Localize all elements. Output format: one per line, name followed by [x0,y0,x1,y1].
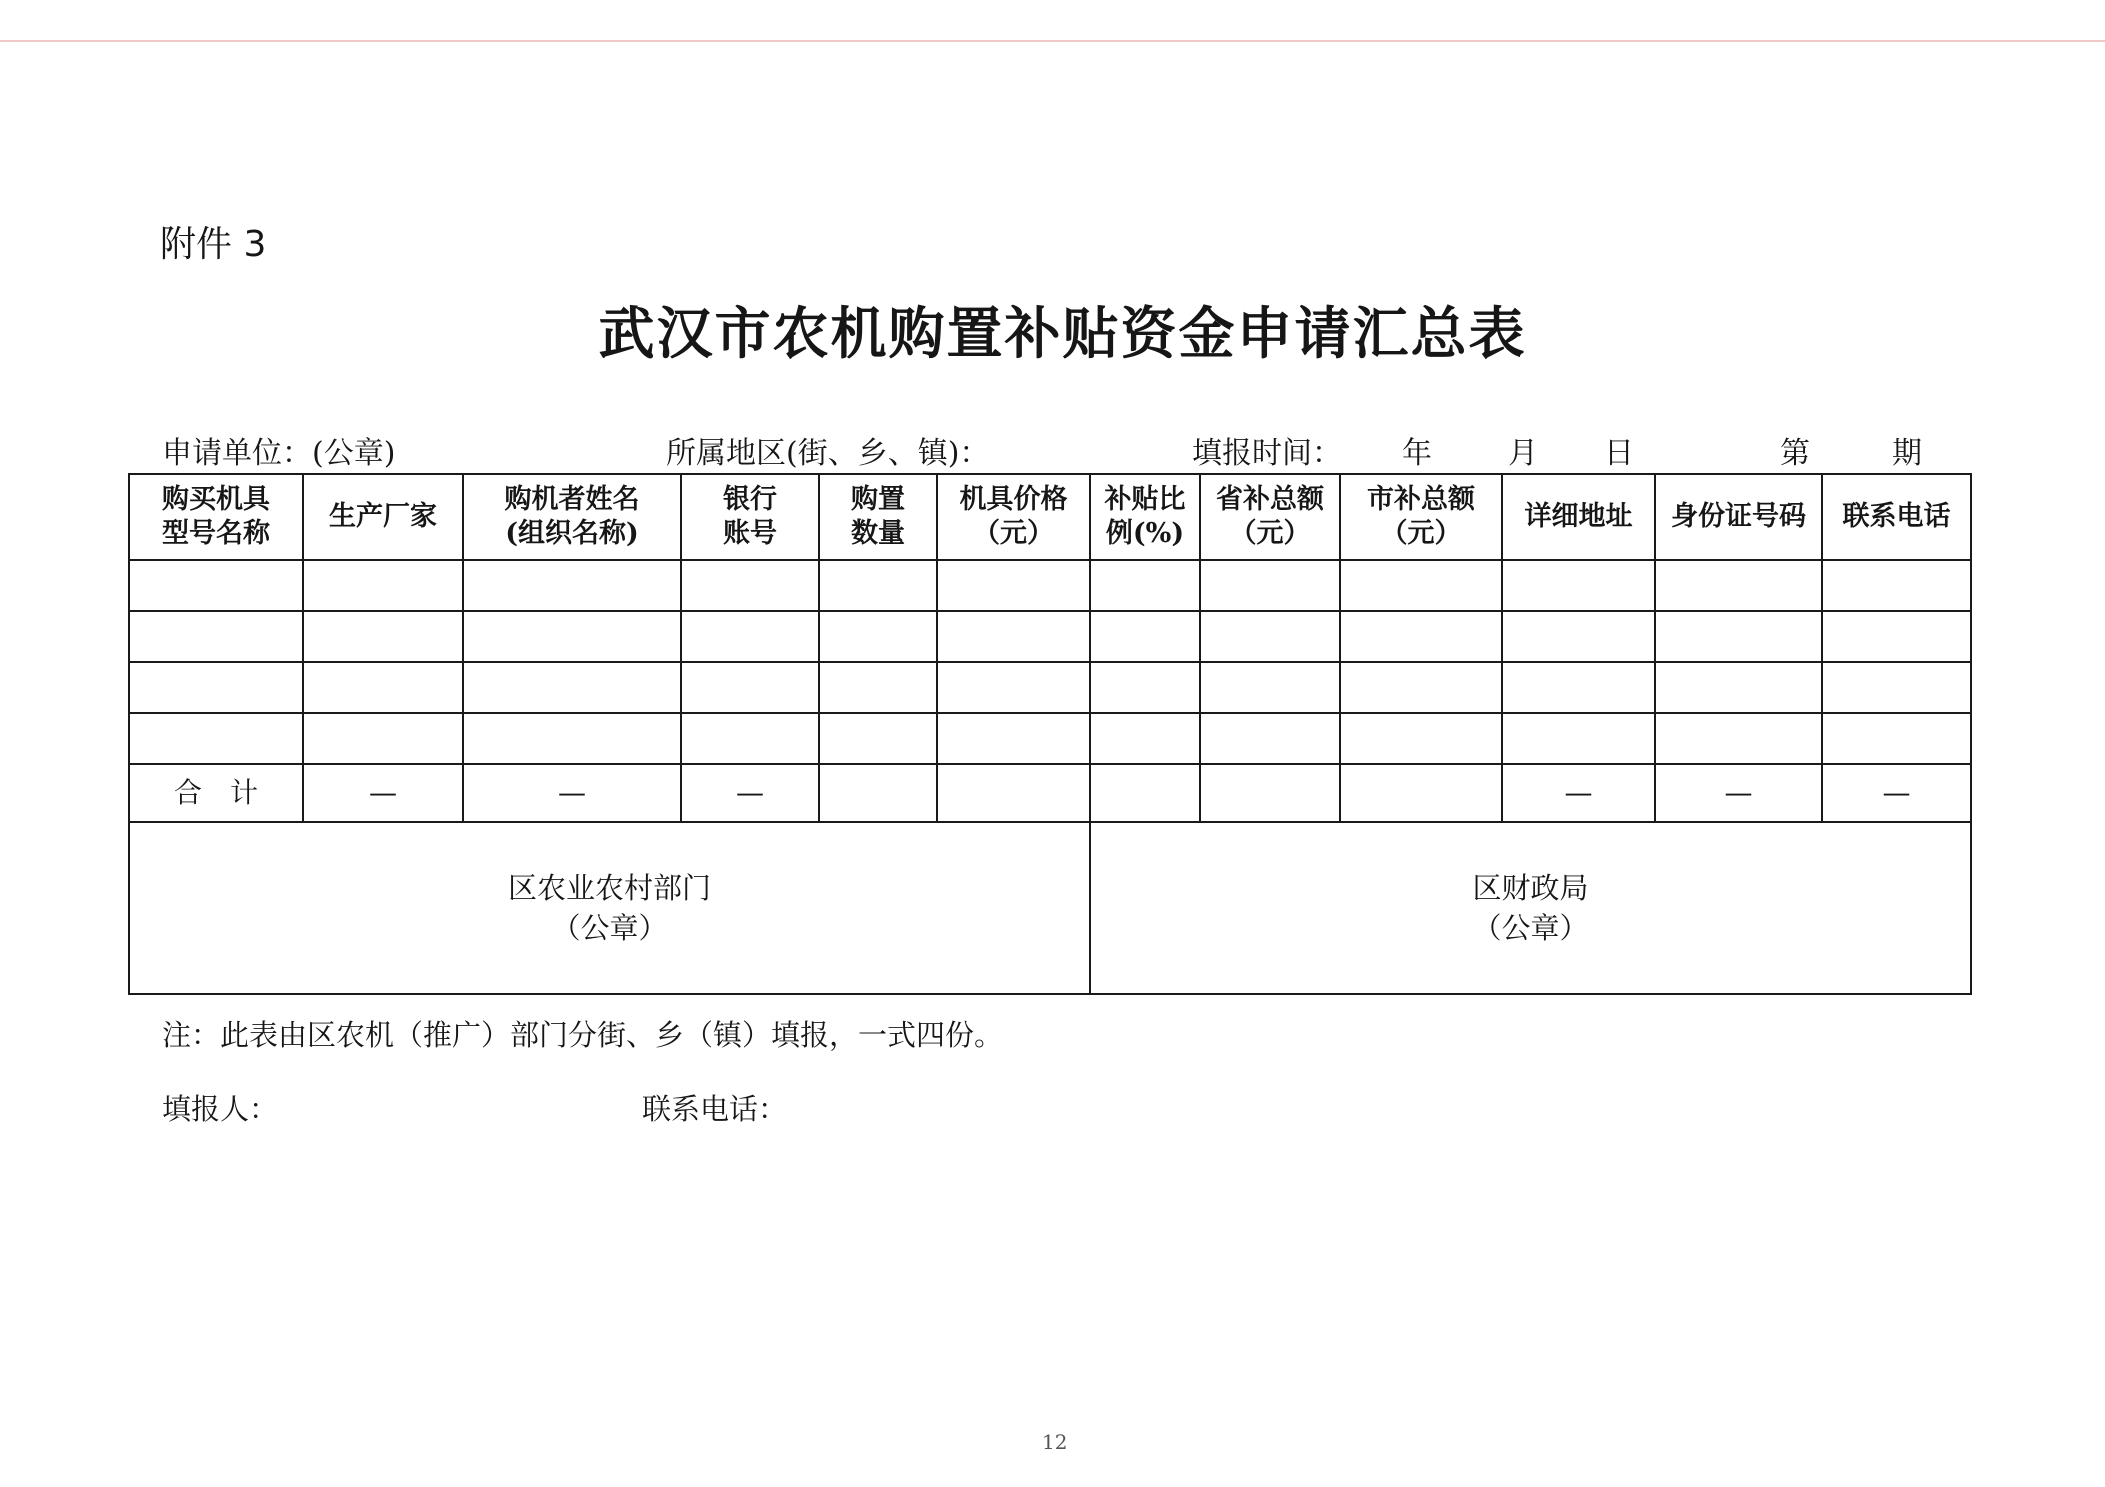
attachment-label: 附件 3 [160,224,267,265]
period-suffix: 期 [1892,436,1922,471]
header-cell-bank-account: 银行 账号 [681,474,819,560]
fill-date [1402,428,1634,472]
region-label: 所属地区(街、乡、镇)： [666,436,990,471]
finance-bureau-seal-cell [1090,822,1971,994]
month-label: 月 [1508,436,1538,471]
total-cell: — [1502,764,1655,822]
header-cell-manufacturer: 生产厂家 [303,474,463,560]
top-edge-line [0,40,2105,42]
period-field [1780,428,1922,472]
day-label: 日 [1604,436,1634,471]
fill-time-label: 填报时间： [1192,436,1342,471]
agriculture-dept-seal: （公章） [551,911,668,945]
total-cell [1090,764,1200,822]
page-title: 武汉市农机购置补贴资金申请汇总表 [598,301,1527,367]
period-prefix: 第 [1780,436,1810,471]
year-label: 年 [1402,436,1432,471]
header-cell-id-number: 身份证号码 [1655,474,1822,560]
header-cell-subsidy-rate: 补贴比 例(%) [1090,474,1200,560]
total-cell: — [1655,764,1822,822]
header-cell-quantity: 购置 数量 [819,474,937,560]
table-header-row [129,474,1971,560]
total-cell: — [303,764,463,822]
total-cell [819,764,937,822]
finance-bureau-label: 区财政局 [1472,871,1589,905]
header-cell-buyer: 购机者姓名 (组织名称) [463,474,681,560]
filler-label: 填报人： [162,1092,279,1126]
total-cell [1200,764,1340,822]
header-cell-price: 机具价格 （元） [937,474,1090,560]
header-cell-model: 购买机具 型号名称 [129,474,303,560]
total-cell: — [463,764,681,822]
table-row [129,611,1971,662]
header-cell-address: 详细地址 [1502,474,1655,560]
seal-row [129,822,1971,994]
contact-phone-label: 联系电话： [642,1092,788,1126]
summary-table [128,473,1972,995]
total-cell [1340,764,1502,822]
total-label: 合 计 [129,764,303,822]
table-note: 注：此表由区农机（推广）部门分街、乡（镇）填报，一式四份。 [162,1018,1004,1052]
header-cell-provincial-subsidy: 省补总额 （元） [1200,474,1340,560]
total-cell [937,764,1090,822]
agriculture-dept-seal-cell [129,822,1090,994]
table-row [129,662,1971,713]
header-cell-phone: 联系电话 [1822,474,1971,560]
table-row [129,713,1971,764]
page-number: 12 [1042,1430,1068,1454]
agriculture-dept-label: 区农业农村部门 [507,871,711,905]
table-row [129,560,1971,611]
total-cell: — [1822,764,1971,822]
header-cell-city-subsidy: 市补总额 （元） [1340,474,1502,560]
applicant-unit-label: 申请单位：(公章) [162,436,396,471]
finance-bureau-seal: （公章） [1472,911,1589,945]
total-cell: — [681,764,819,822]
total-row [129,764,1971,822]
